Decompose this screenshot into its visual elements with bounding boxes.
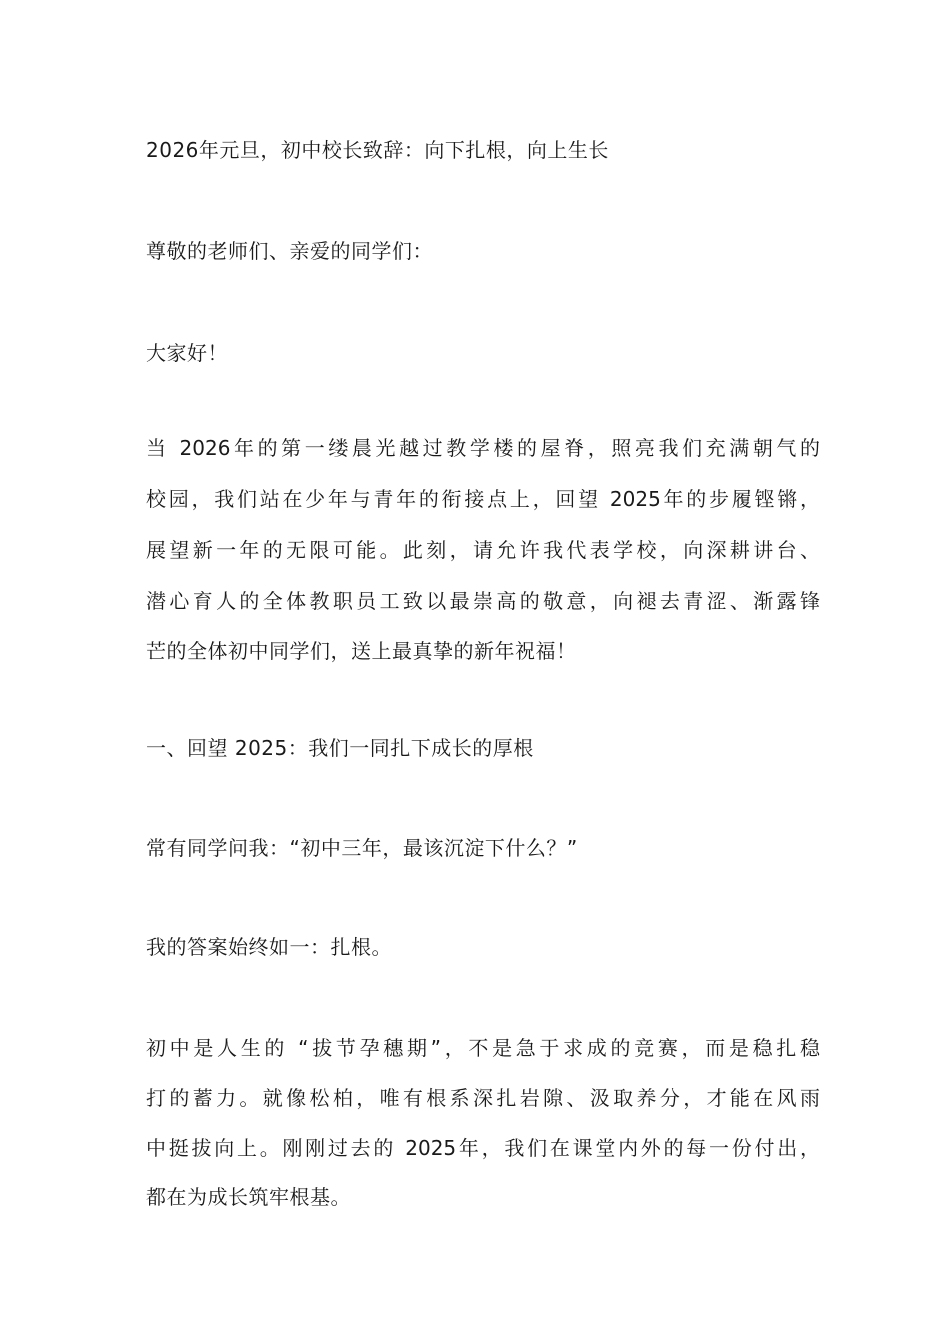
paragraph-2-line: 中挺拔向上。刚刚过去的 2025年，我们在课堂内外的每一份付出，: [146, 1136, 820, 1160]
paragraph-1-line: 当 2026年的第一缕晨光越过教学楼的屋脊，照亮我们充满朝气的: [146, 436, 820, 460]
question-text: 常有同学问我：“初中三年，最该沉淀下什么？”: [146, 836, 578, 860]
answer-text: 我的答案始终如一：扎根。: [146, 935, 392, 959]
paragraph-1-line: 展望新一年的无限可能。此刻，请允许我代表学校，向深耕讲台、: [146, 538, 820, 562]
paragraph-2-line: 初中是人生的 “拔节孕穗期”，不是急于求成的竞赛，而是稳扎稳: [146, 1036, 820, 1060]
section-heading: 一、回望 2025：我们一同扎下成长的厚根: [146, 736, 534, 760]
paragraph-1-line: 芒的全体初中同学们，送上最真挚的新年祝福！: [146, 639, 577, 663]
greeting: 大家好！: [146, 341, 228, 365]
paragraph-1-line: 潜心育人的全体教职员工致以最崇高的敬意，向褪去青涩、渐露锋: [146, 589, 820, 613]
paragraph-2-line: 都在为成长筑牢根基。: [146, 1185, 351, 1209]
document-title: 2026年元旦，初中校长致辞：向下扎根，向上生长: [146, 138, 609, 162]
paragraph-2-line: 打的蓄力。就像松柏，唯有根系深扎岩隙、汲取养分，才能在风雨: [146, 1086, 820, 1110]
salutation: 尊敬的老师们、亲爱的同学们：: [146, 239, 433, 263]
paragraph-1-line: 校园，我们站在少年与青年的衔接点上，回望 2025年的步履铿锵，: [146, 487, 820, 511]
